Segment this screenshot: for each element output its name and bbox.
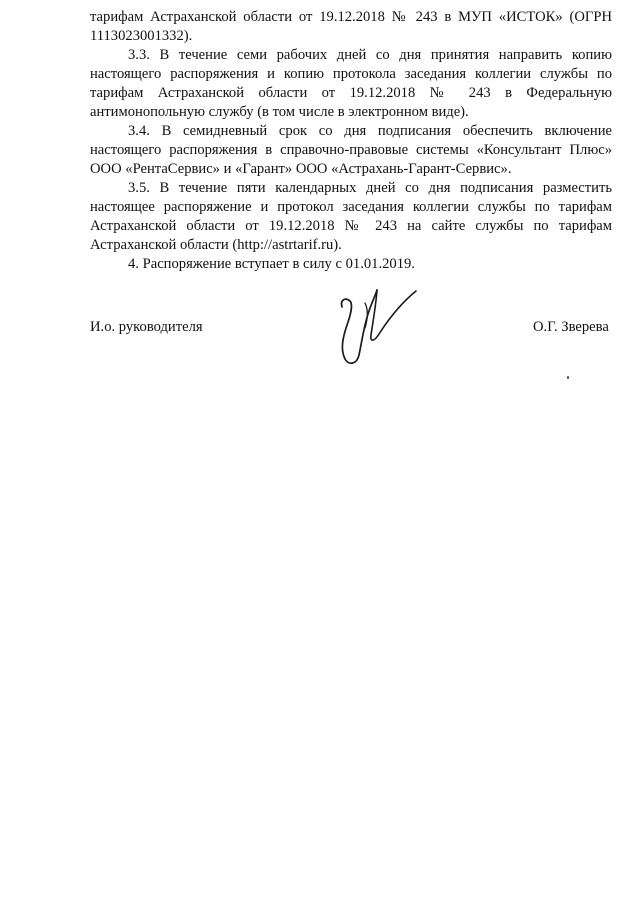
signatory-title: И.о. руководителя [90, 319, 203, 335]
scan-speck [567, 376, 569, 379]
document-body [90, 8, 612, 274]
paragraph-4: 4. Распоряжение вступает в силу с 01.01.2019. [128, 256, 415, 272]
paragraph-3-4: 3.4. В семидневный срок со дня подписания обеспечить включение настоящего распоряжения в справочно-правовые системы «Консультант Плюс» ООО «РентаСервис» и «Гарант» ООО «Астрахань-Гарант-Сервис». [90, 123, 612, 177]
signatory-name: О.Г. Зверева [533, 319, 609, 335]
handwritten-signature [330, 285, 422, 369]
paragraph-3-3: 3.3. В течение семи рабочих дней со дня принятия направить копию настоящего распоряжения и копию протокола заседания коллегии службы по тарифам Астраханской области от 19.12.2018 № 243 в Федеральную антимонопольную службу (в том числе в электронном виде). [90, 47, 612, 120]
paragraph-3-5: 3.5. В течение пяти календарных дней со дня подписания разместить настоящее распоряжение и протокол заседания коллегии службы по тарифам Астраханской области от 19.12.2018 № 243 на сайте службы по тарифам Астраханской области (http://astrtarif.ru). [90, 180, 612, 253]
paragraph-continuation: тарифам Астраханской области от 19.12.2018 № 243 в МУП «ИСТОК» (ОГРН 1113023001332). [90, 9, 612, 44]
